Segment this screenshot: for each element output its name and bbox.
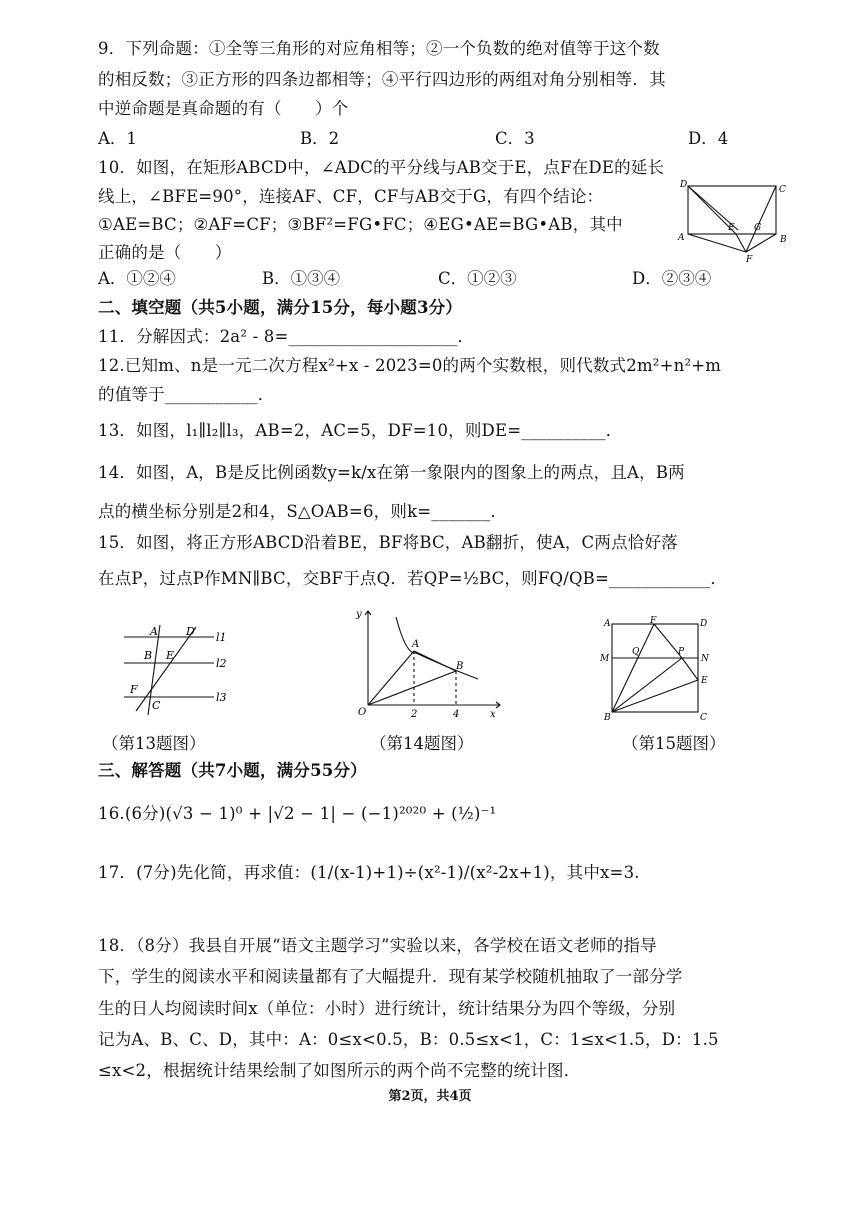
section-answer-title: 三、解答题（共7小题，满分55分）	[98, 761, 367, 780]
q13-label-f: F	[130, 683, 138, 696]
q10-label-a: A	[678, 233, 685, 243]
q13-label-d: D	[186, 625, 195, 638]
q13-label-l3: l3	[216, 691, 227, 704]
q13-label-e: E	[166, 649, 175, 662]
q15-label-c: C	[700, 713, 707, 723]
q18-line3: 生的日人均阅读时间x（单位：小时）进行统计，统计结果分为四个等级，分别	[98, 999, 676, 1018]
q15-figure-caption: （第15题图）	[622, 734, 726, 753]
q9-option-d: D．4	[688, 129, 729, 148]
section-fill-in-title: 二、填空题（共5小题，满分15分，每小题3分）	[98, 298, 463, 317]
q10-option-c: C．①②③	[438, 269, 517, 288]
q11-text: 11．分解因式：2a² - 8=____________________．	[98, 327, 475, 346]
q15-label-p: P	[678, 647, 685, 657]
q12-line1: 12.已知m、n是一元二次方程x²+x - 2023=0的两个实数根，则代数式2m²+n²+m	[98, 356, 722, 375]
q9-line1: 9．下列命题：①全等三角形的对应角相等；②一个负数的绝对值等于这个数	[98, 39, 660, 58]
q14-line2: 点的横坐标分别是2和4，S△OAB=6，则k=_______．	[98, 502, 508, 521]
q15-label-e: E	[701, 676, 708, 686]
q14-label-x: x	[490, 709, 496, 720]
q10-line3: ①AE=BC；②AF=CF；③BF²=FG•FC；④EG•AE=BG•AB，其中	[98, 215, 623, 234]
q9-option-b: B．2	[300, 129, 340, 148]
q18-line2: 下，学生的阅读水平和阅读量都有了大幅提升．现有某学校随机抽取了一部分学	[98, 967, 683, 986]
q9-line3: 中逆命题是真命题的有（ ）个	[98, 99, 349, 118]
q15-label-m: M	[600, 654, 610, 664]
q13-label-b: B	[144, 649, 153, 662]
q15-line1: 15．如图，将正方形ABCD沿着BE，BF将BC，AB翻折，使A，C两点恰好落	[98, 533, 678, 552]
q14-label-tick-2: 2	[411, 709, 418, 720]
q13-text: 13．如图，l₁∥l₂∥l₃，AB=2，AC=5，DF=10，则DE=__________．	[98, 421, 623, 440]
q12-line2: 的值等于___________．	[98, 385, 275, 404]
q17-text: 17．(7分)先化简，再求值：(1/(x-1)+1)÷(x²-1)/(x²-2x+1)，其中x=3.	[98, 863, 640, 882]
q10-label-d: D	[680, 180, 688, 190]
q13-label-l2: l2	[216, 657, 227, 670]
q10-option-a: A．①②④	[98, 269, 176, 288]
q15-label-q: Q	[632, 647, 640, 657]
q18-line5: ≤x<2，根据统计结果绘制了如图所示的两个尚不完整的统计图．	[98, 1061, 581, 1080]
q9-line2: 的相反数；③正方形的四条边都相等；④平行四边形的两组对角分别相等．其	[98, 70, 666, 89]
q10-option-b: B．①③④	[262, 269, 341, 288]
q15-label-n: N	[701, 654, 709, 664]
q10-label-e: E	[728, 223, 735, 233]
q10-label-c: C	[779, 185, 786, 195]
q10-rectangle-figure	[676, 178, 792, 262]
q14-line1: 14．如图，A，B是反比例函数y=k/x在第一象限内的图象上的两点，且A，B两	[98, 463, 685, 482]
q15-square-fold-figure	[598, 614, 720, 724]
q13-label-c: C	[152, 699, 161, 712]
q10-label-f: F	[746, 255, 753, 262]
q14-label-o: O	[358, 707, 367, 718]
q10-option-d: D．②③④	[632, 269, 712, 288]
q9-option-a: A．1	[98, 129, 137, 148]
q14-label-b: B	[456, 661, 464, 672]
q10-label-g: G	[754, 223, 762, 233]
q16-text: 16.(6分)(√3 − 1)⁰ + |√2 − 1| − (−1)²⁰²⁰ + (½)⁻¹	[98, 804, 497, 823]
q15-label-d: D	[700, 619, 708, 629]
page-footer: 第2页，共4页	[388, 1089, 472, 1104]
q14-label-tick-4: 4	[453, 709, 460, 720]
q18-line1: 18．（8分）我县自开展“语文主题学习”实验以来，各学校在语文老师的指导	[98, 936, 657, 955]
q13-parallel-lines-figure	[118, 615, 248, 720]
q18-line4: 记为A、B、C、D，其中：A：0≤x<0.5，B：0.5≤x<1，C：1≤x<1.5，D：1.5	[98, 1030, 719, 1049]
q14-label-a: A	[412, 639, 420, 650]
q14-inverse-function-figure	[350, 605, 510, 723]
q15-label-f: F	[650, 616, 657, 626]
q13-label-a: A	[150, 625, 158, 638]
q15-label-b: B	[604, 713, 611, 723]
q14-label-y: y	[356, 609, 362, 620]
q10-label-b: B	[780, 235, 787, 245]
q13-figure-caption: （第13题图）	[102, 734, 206, 753]
q13-label-l1: l1	[216, 631, 227, 644]
q9-option-c: C．3	[495, 129, 535, 148]
q10-line1: 10．如图，在矩形ABCD中，∠ADC的平分线与AB交于E，点F在DE的延长	[98, 158, 665, 177]
q15-label-a: A	[604, 619, 611, 629]
q10-line4: 正确的是（ ）	[98, 243, 232, 262]
q10-line2: 线上，∠BFE=90°，连接AF、CF，CF与AB交于G，有四个结论：	[98, 187, 604, 206]
q14-figure-caption: （第14题图）	[370, 734, 474, 753]
q15-line2: 在点P，过点P作MN∥BC，交BF于点Q．若QP=½BC，则FQ/QB=____________．	[98, 569, 728, 588]
